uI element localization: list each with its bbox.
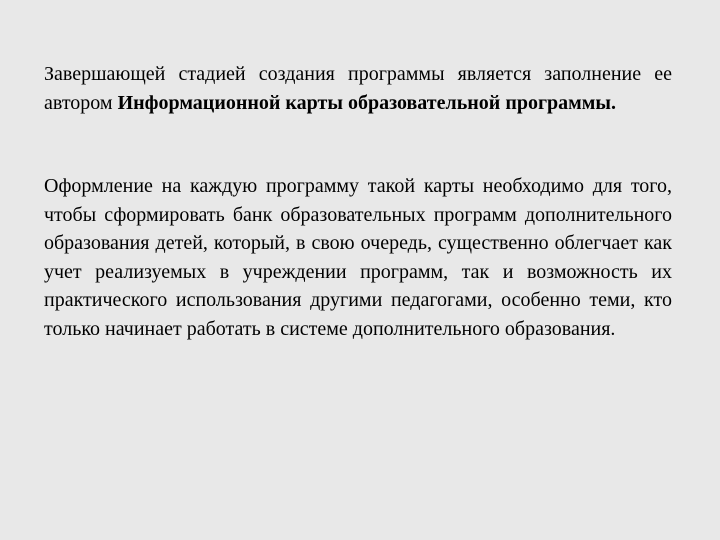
paragraph-intro-bold-text: Информационной карты образовательной программы. — [117, 91, 617, 114]
paragraph-intro-text: Завершающей стадией создания программы является заполнение ее автором — [44, 63, 672, 114]
paragraph-details — [44, 172, 672, 343]
paragraph-details-text: Оформление на каждую программу такой карты необходимо для того, чтобы сформировать банк образовательных программ дополнительного образования детей, который, в свою очередь, существенно облегчает как учет реализуемых в учреждении программ, так и возможность их практического использования другими педагогами, особенно теми, кто только начинает работать в системе дополнительного образования. — [44, 175, 672, 340]
paragraph-intro — [44, 60, 672, 117]
